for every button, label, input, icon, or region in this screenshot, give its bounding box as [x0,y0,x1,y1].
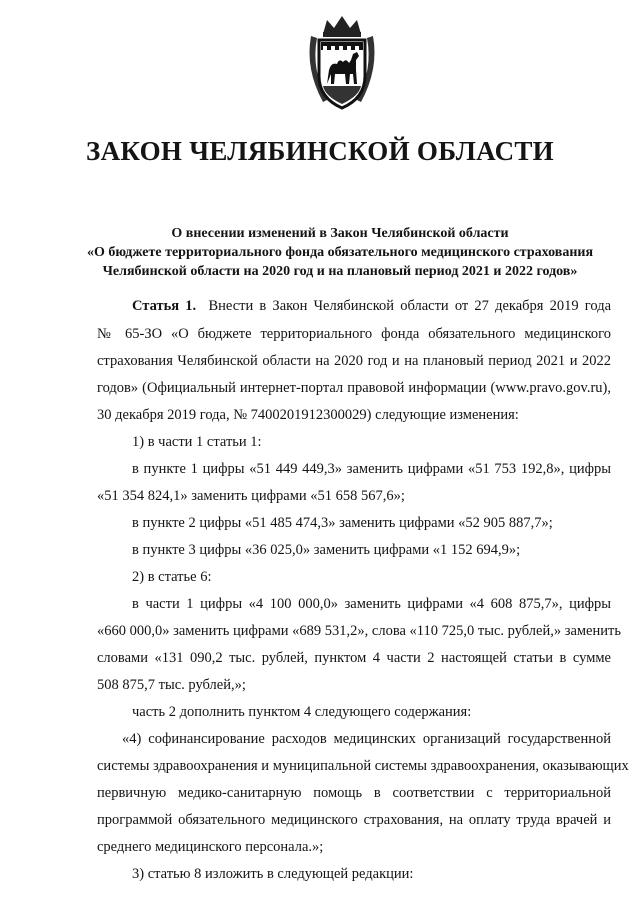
quote-line-3: первичную медико-санитарную помощь в соответствии с территориальной [97,785,611,801]
chelyabinsk-coat-of-arms-icon [301,14,383,114]
item-1-point-3: в пункте 3 цифры «36 025,0» заменить цифрами «1 152 694,9»; [132,542,521,558]
quote-line-4: программой обязательного медицинского страхования, на оплату труда врачей и [97,812,611,828]
item-3: 3) статью 8 изложить в следующей редакции: [132,866,414,882]
article-1-line-4: годов» (Официальный интернет-портал правовой информации (www.pravo.gov.ru), [97,380,611,396]
item-2-part-1-line-1: в части 1 цифры «4 100 000,0» заменить цифрами «4 608 875,7», цифры [132,596,611,612]
article-1-line-2: № 65-ЗО «О бюджете территориального фонда обязательного медицинского [97,326,611,342]
law-title: ЗАКОН ЧЕЛЯБИНСКОЙ ОБЛАСТИ [86,136,554,166]
item-2-part-2: часть 2 дополнить пунктом 4 следующего содержания: [132,704,472,720]
article-label: Статья 1. [132,298,197,314]
item-2: 2) в статье 6: [132,569,212,585]
article-1-intro-line [132,295,611,317]
item-2-part-1-line-4: 508 875,7 тыс. рублей,»; [97,677,246,693]
item-2-part-1-line-3: словами «131 090,2 тыс. рублей, пунктом 4 части 2 настоящей статьи в сумме [97,650,611,666]
item-1-point-2: в пункте 2 цифры «51 485 474,3» заменить цифрами «52 905 887,7»; [132,515,553,531]
subject-line-3: Челябинской области на 2020 год и на плановый период 2021 и 2022 годов» [102,264,578,279]
quote-line-1: «4) софинансирование расходов медицинских организаций государственной [122,731,611,747]
item-1-point-1-line-2: «51 354 824,1» заменить цифрами «51 658 567,6»; [97,488,405,504]
subject-line-2: «О бюджете территориального фонда обязательного медицинского страхования [86,245,594,260]
quote-line-5: среднего медицинского персонала.»; [97,839,324,855]
item-1-point-1-line-1: в пункте 1 цифры «51 449 449,3» заменить цифрами «51 753 192,8», цифры [132,461,611,477]
quote-line-2: системы здравоохранения и муниципальной системы здравоохранения, оказывающих [97,758,629,774]
item-2-part-1-line-2: «660 000,0» заменить цифрами «689 531,2», слова «110 725,0 тыс. рублей,» заменить [97,623,621,639]
article-intro-text: Внести в Закон Челябинской области от 27 декабря 2019 года [208,298,612,314]
subject-line-1: О внесении изменений в Закон Челябинской области [171,226,509,241]
article-1-line-5: 30 декабря 2019 года, № 7400201912300029) следующие изменения: [97,407,519,423]
law-subject [60,224,620,281]
article-1-line-3: страхования Челябинской области на 2020 год и на плановый период 2021 и 2022 [97,353,611,369]
item-1: 1) в части 1 статьи 1: [132,434,262,450]
